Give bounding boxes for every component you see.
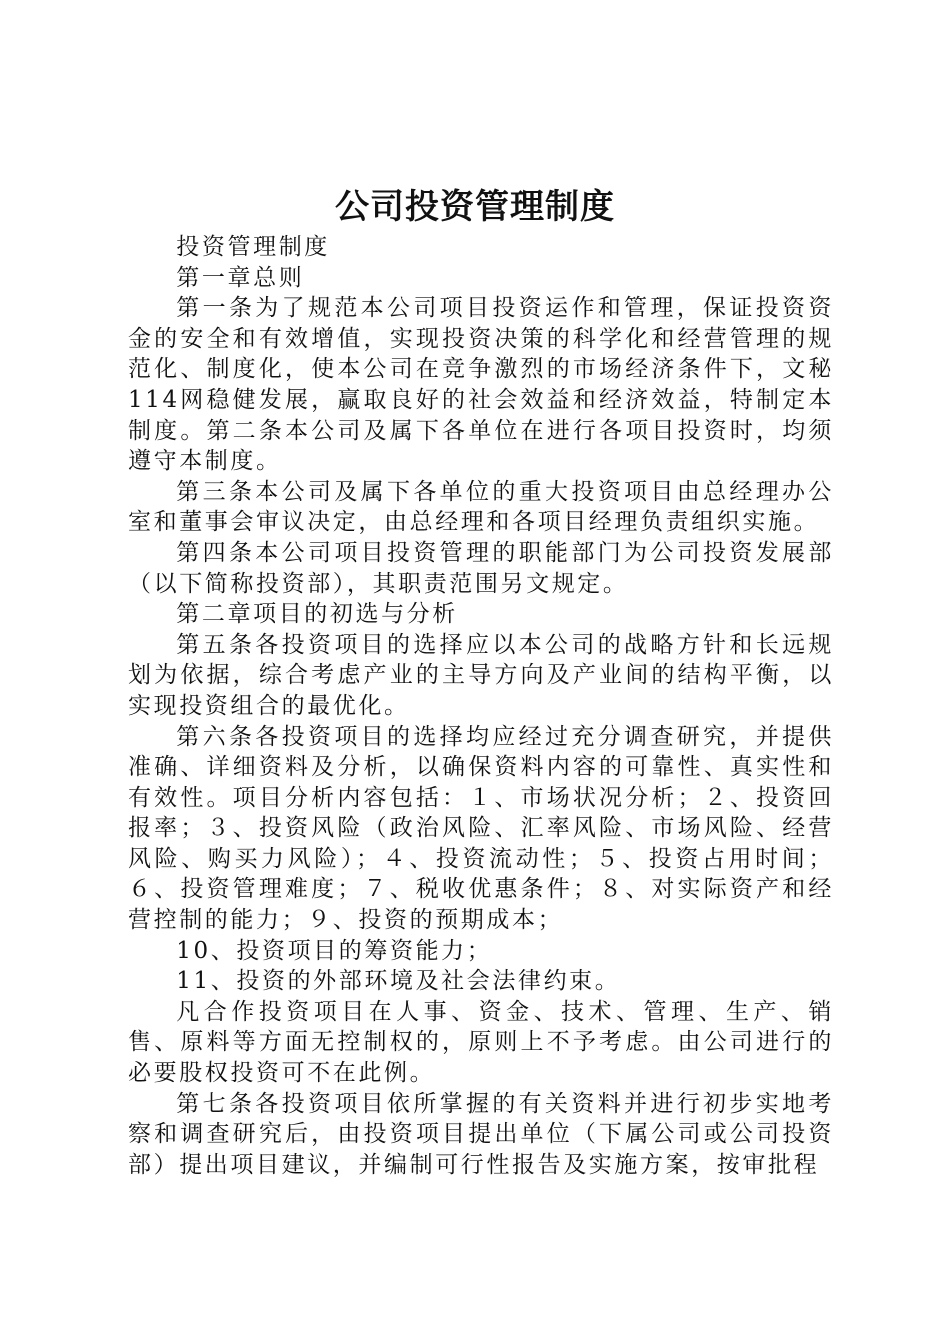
paragraph-article-6: 第六条各投资项目的选择均应经过充分调查研究，并提供准确、详细资料及分析，以确保资料内容的可靠性、真实性和有效性。项目分析内容包括：１、市场状况分析；２、投资回报率；３、投资风险（政治风险、汇率风险、市场风险、经营风险、购买力风险）；４、投资流动性；５、投资占用时间；６、投资管理难度；７、税收优惠条件；８、对实际资产和经营控制的能力；９、投资的预期成本； [128, 723, 834, 934]
paragraph-control-rule: 凡合作投资项目在人事、资金、技术、管理、生产、销售、原料等方面无控制权的，原则上不予考虑。由公司进行的必要股权投资可不在此例。 [128, 998, 834, 1087]
document-title: 公司投资管理制度 [335, 187, 615, 227]
document-body [128, 232, 834, 1180]
paragraph-article-7: 第七条各投资项目依所掌握的有关资料并进行初步实地考察和调查研究后，由投资项目提出单位（下属公司或公司投资部）提出项目建议，并编制可行性报告及实施方案，按审批程 [128, 1090, 834, 1178]
paragraph-chapter-1: 第一章总则 [176, 264, 305, 291]
paragraph-article-4: 第四条本公司项目投资管理的职能部门为公司投资发展部（以下简称投资部），其职责范围另文规定。 [128, 539, 834, 597]
paragraph-article-1-2: 第一条为了规范本公司项目投资运作和管理，保证投资资金的安全和有效增值，实现投资决策的科学化和经营管理的规范化、制度化，使本公司在竞争激烈的市场经济条件下，文秘114网稳健发展，赢取良好的社会效益和经济效益，特制定本制度。第二条本公司及属下各单位在进行各项目投资时，均须遵守本制度。 [128, 295, 834, 475]
paragraph-subtitle: 投资管理制度 [176, 234, 330, 260]
paragraph-item-11: 11、投资的外部环境及社会法律约束。 [176, 968, 621, 995]
paragraph-chapter-2: 第二章项目的初选与分析 [176, 601, 458, 628]
paragraph-item-10: 10、投资项目的筹资能力； [176, 937, 493, 964]
paragraph-article-3: 第三条本公司及属下各单位的重大投资项目由总经理办公室和董事会审议决定，由总经理和各项目经理负责组织实施。 [128, 478, 834, 536]
paragraph-article-5: 第五条各投资项目的选择应以本公司的战略方针和长远规划为依据，综合考虑产业的主导方向及产业间的结构平衡，以实现投资组合的最优化。 [128, 631, 834, 719]
